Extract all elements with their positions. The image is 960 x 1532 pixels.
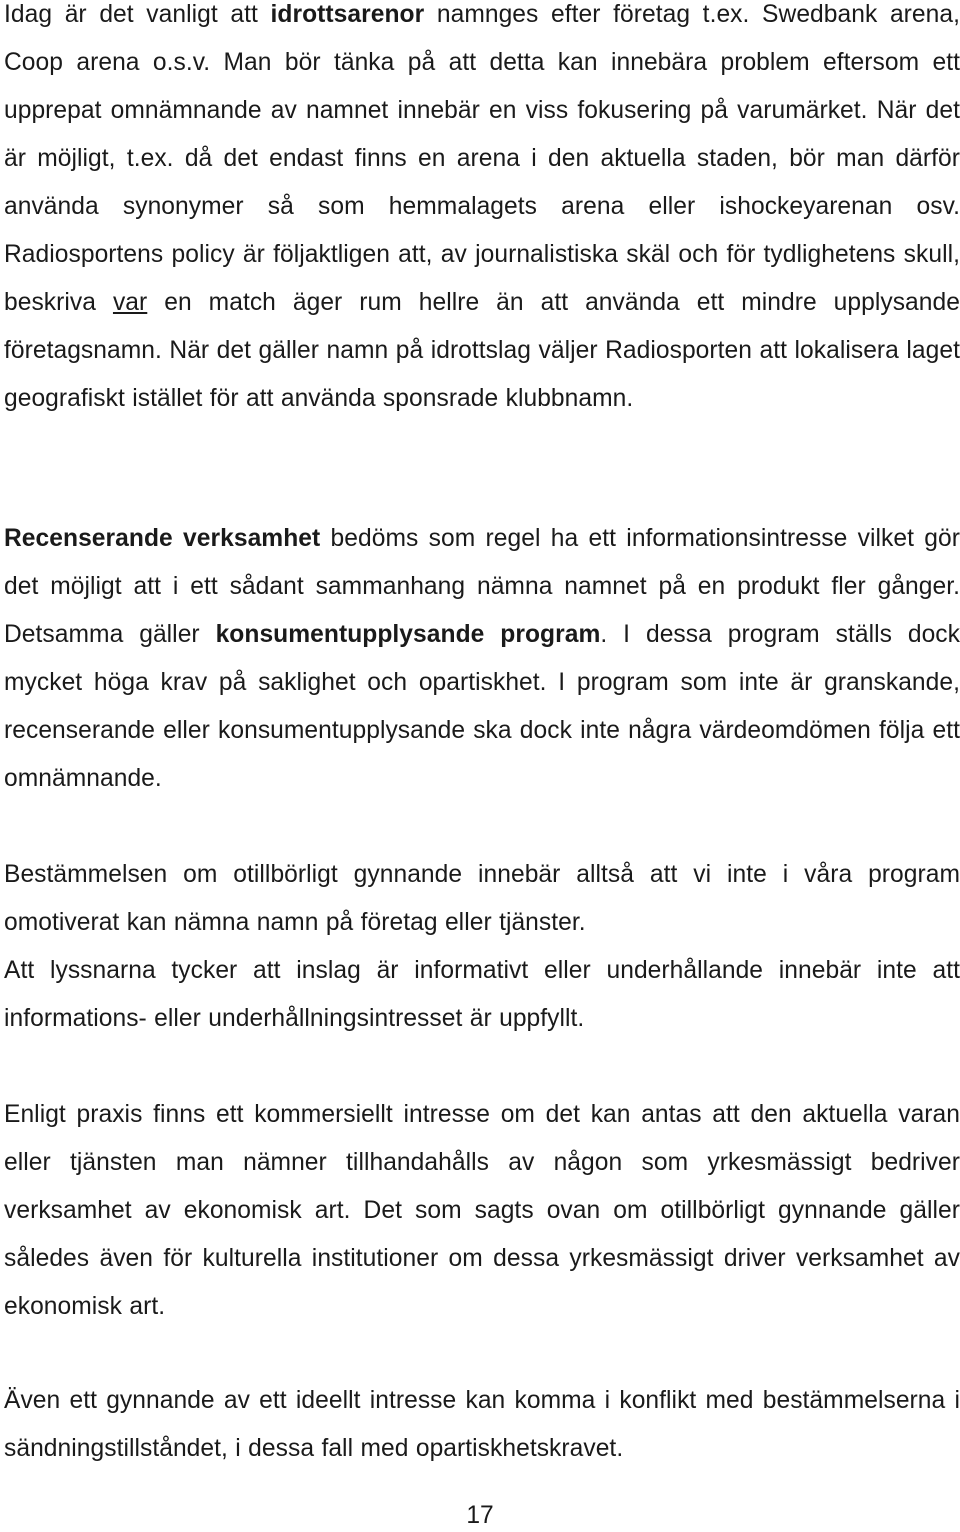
bold-term-konsumentupplysande-program: konsumentupplysande program: [215, 621, 601, 648]
text-run: . I dessa program ställs dock mycket höga krav på saklighet och opartiskhet. I program som inte är granskande, recenserande eller konsumentupplysande ska dock inte några värdeomdömen följa ett omnämnande.: [4, 621, 960, 792]
paragraph-enligt-praxis: Enligt praxis finns ett kommersiellt intresse om det kan antas att den aktuella varan eller tjänsten man nämner tillhandahålls av någon som yrkesmässigt bedriver verksamhet av ekonomisk art. Det som sagts ovan om otillbörligt gynnande gäller således även för kulturella institutioner om dessa yrkesmässigt driver verksamhet av ekonomisk art.: [4, 1101, 960, 1320]
text-run: bedöms som regel ha ett informationsintresse vilket gör det möjligt att i ett sådant sammanhang nämna namnet på en produkt fler gånger. Detsamma gäller: [4, 525, 960, 648]
underlined-word-var: var: [112, 289, 148, 316]
paragraph-recenserande-verksamhet: [4, 515, 960, 803]
text-run: Idag är det vanligt att: [4, 1, 271, 28]
paragraph-ideellt-intresse: Även ett gynnande av ett ideellt intresse kan komma i konflikt med bestämmelserna i sändningstillståndet, i dessa fall med opartiskhetskravet.: [4, 1387, 960, 1462]
sentence-bestammelsen: Bestämmelsen om otillbörligt gynnande innebär alltså att vi inte i våra program omotiverat kan nämna namn på företag eller tjänster.: [4, 861, 960, 936]
paragraph-idrottsarenor: [4, 0, 960, 423]
bold-term-idrottsarenor: idrottsarenor: [270, 1, 425, 28]
page-number: 17: [466, 1502, 494, 1529]
text-run: namnges efter företag t.ex. Swedbank arena, Coop arena o.s.v. Man bör tänka på att detta kan innebära problem eftersom ett upprepat omnämnande av namnet innebär en viss fokusering på varumärket. När det är möjligt, t.ex. då det endast finns en arena i den aktuella staden, bör man därför använda synonymer så som hemmalagets arena eller ishockeyarenan osv. Radiosportens policy är följaktligen att, av journalistiska skäl och för tydlighetens skull, beskriva: [4, 1, 960, 316]
paragraph-bestammelsen: [4, 851, 960, 1043]
bold-term-recenserande-verksamhet: Recenserande verksamhet: [4, 525, 321, 552]
sentence-lyssnarna: Att lyssnarna tycker att inslag är informativt eller underhållande innebär inte att informations- eller underhållningsintresset är uppfyllt.: [4, 957, 960, 1032]
text-run: en match äger rum hellre än att använda ett mindre upplysande företagsnamn. När det gäller namn på idrottslag väljer Radiosporten att lokalisera laget geografiskt istället för att använda sponsrade klubbnamn.: [4, 289, 960, 412]
